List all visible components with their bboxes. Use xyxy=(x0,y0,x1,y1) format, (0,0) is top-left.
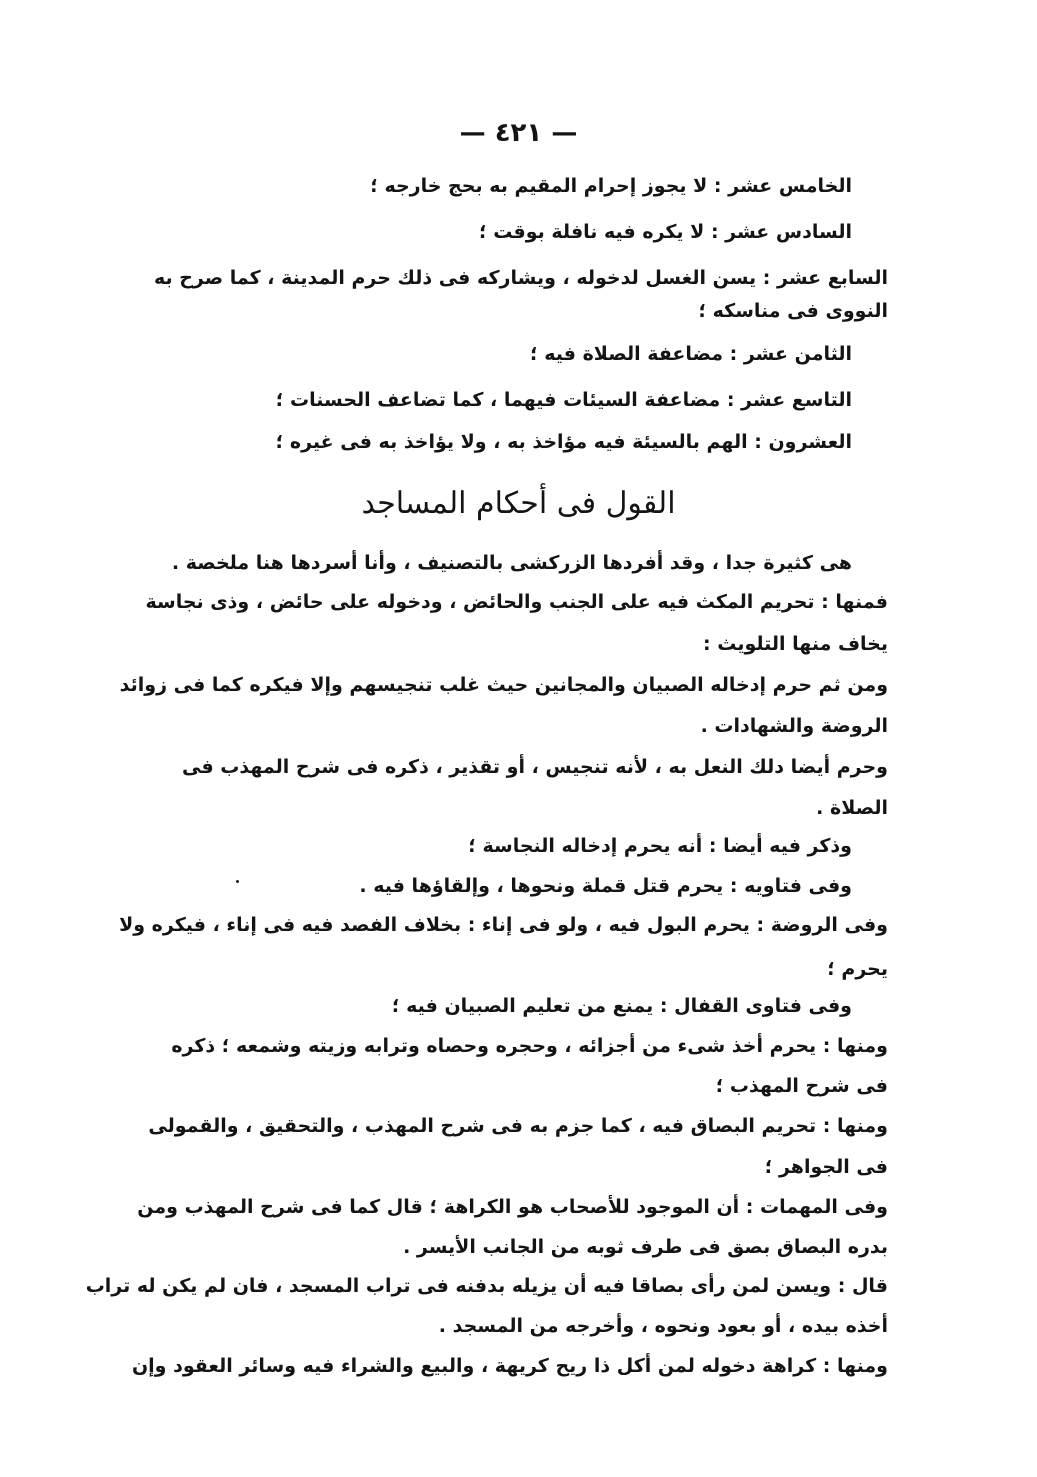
page-number: — ٤٢١ — xyxy=(459,118,578,148)
text-line: الروضة والشهادات . xyxy=(700,715,888,737)
text-line: بدره البصاق بصق فى طرف ثوبه من الجانب الأيسر . xyxy=(403,1236,888,1258)
text-line: وذكر فيه أيضا : أنه يحرم إدخاله النجاسة ؛ xyxy=(468,835,852,857)
text-line: ومن ثم حرم إدخاله الصبيان والمجانين حيث غلب تنجيسهم وإلا فيكره كما فى زوائد xyxy=(119,674,888,696)
text-line: هى كثيرة جدا ، وقد أفردها الزركشى بالتصنيف ، وأنا أسردها هنا ملخصة . xyxy=(171,552,852,574)
text-line: الصلاة . xyxy=(816,797,888,819)
text-line: فى الجواهر ؛ xyxy=(764,1156,888,1178)
text-line: ومنها : كراهة دخوله لمن أكل ذا ريح كريهة ، والبيع والشراء فيه وسائر العقود وإن xyxy=(131,1355,888,1377)
text-line: وفى فتاوى القفال : يمنع من تعليم الصبيان فيه ؛ xyxy=(391,995,852,1017)
text-line: وفى فتاويه : يحرم قتل قملة ونحوها ، وإلقاؤها فيه . xyxy=(359,875,852,897)
text-line: أخذه بيده ، أو بعود ونحوه ، وأخرجه من المسجد . xyxy=(438,1315,888,1337)
text-line: السابع عشر : يسن الغسل لدخوله ، ويشاركه فى ذلك حرم المدينة ، كما صرح به xyxy=(153,267,888,289)
section-heading: القول فى أحكام المساجد xyxy=(361,486,676,521)
text-line: وفى المهمات : أن الموجود للأصحاب هو الكراهة ؛ قال كما فى شرح المهذب ومن xyxy=(137,1196,888,1218)
text-line: الثامن عشر : مضاعفة الصلاة فيه ؛ xyxy=(530,343,852,365)
text-line: الخامس عشر : لا يجوز إحرام المقيم به بحج خارجه ؛ xyxy=(370,175,852,197)
text-line: وفى الروضة : يحرم البول فيه ، ولو فى إناء : بخلاف الفصد فيه فى إناء ، فيكره ولا xyxy=(119,914,888,936)
text-line: يحرم ؛ xyxy=(827,958,888,980)
text-line: فى شرح المهذب ؛ xyxy=(715,1075,888,1097)
text-line: قال : ويسن لمن رأى بصاقا فيه أن يزيله بدفنه فى تراب المسجد ، فان لم يكن له تراب xyxy=(85,1275,888,1297)
text-line: وحرم أيضا دلك النعل به ، لأنه تنجيس ، أو تقذير ، ذكره فى شرح المهذب فى xyxy=(182,756,888,778)
text-line: ومنها : تحريم البصاق فيه ، كما جزم به فى شرح المهذب ، والتحقيق ، والقمولى xyxy=(148,1115,888,1137)
text-line: يخاف منها التلويث : xyxy=(703,633,888,655)
text-line: ومنها : يحرم أخذ شىء من أجزائه ، وحجره وحصاه وترابه وزيته وشمعه ؛ ذكره xyxy=(171,1035,888,1057)
text-line: السادس عشر : لا يكره فيه نافلة بوقت ؛ xyxy=(478,221,852,243)
text-line: العشرون : الهم بالسيئة فيه مؤاخذ به ، ولا يؤاخذ به فى غيره ؛ xyxy=(275,431,852,453)
text-line: فمنها : تحريم المكث فيه على الجنب والحائض ، ودخوله على حائض ، وذى نجاسة xyxy=(145,591,888,613)
text-line: النووى فى مناسكه ؛ xyxy=(698,300,888,322)
speck xyxy=(236,880,239,883)
text-line: التاسع عشر : مضاعفة السيئات فيهما ، كما تضاعف الحسنات ؛ xyxy=(275,389,852,411)
